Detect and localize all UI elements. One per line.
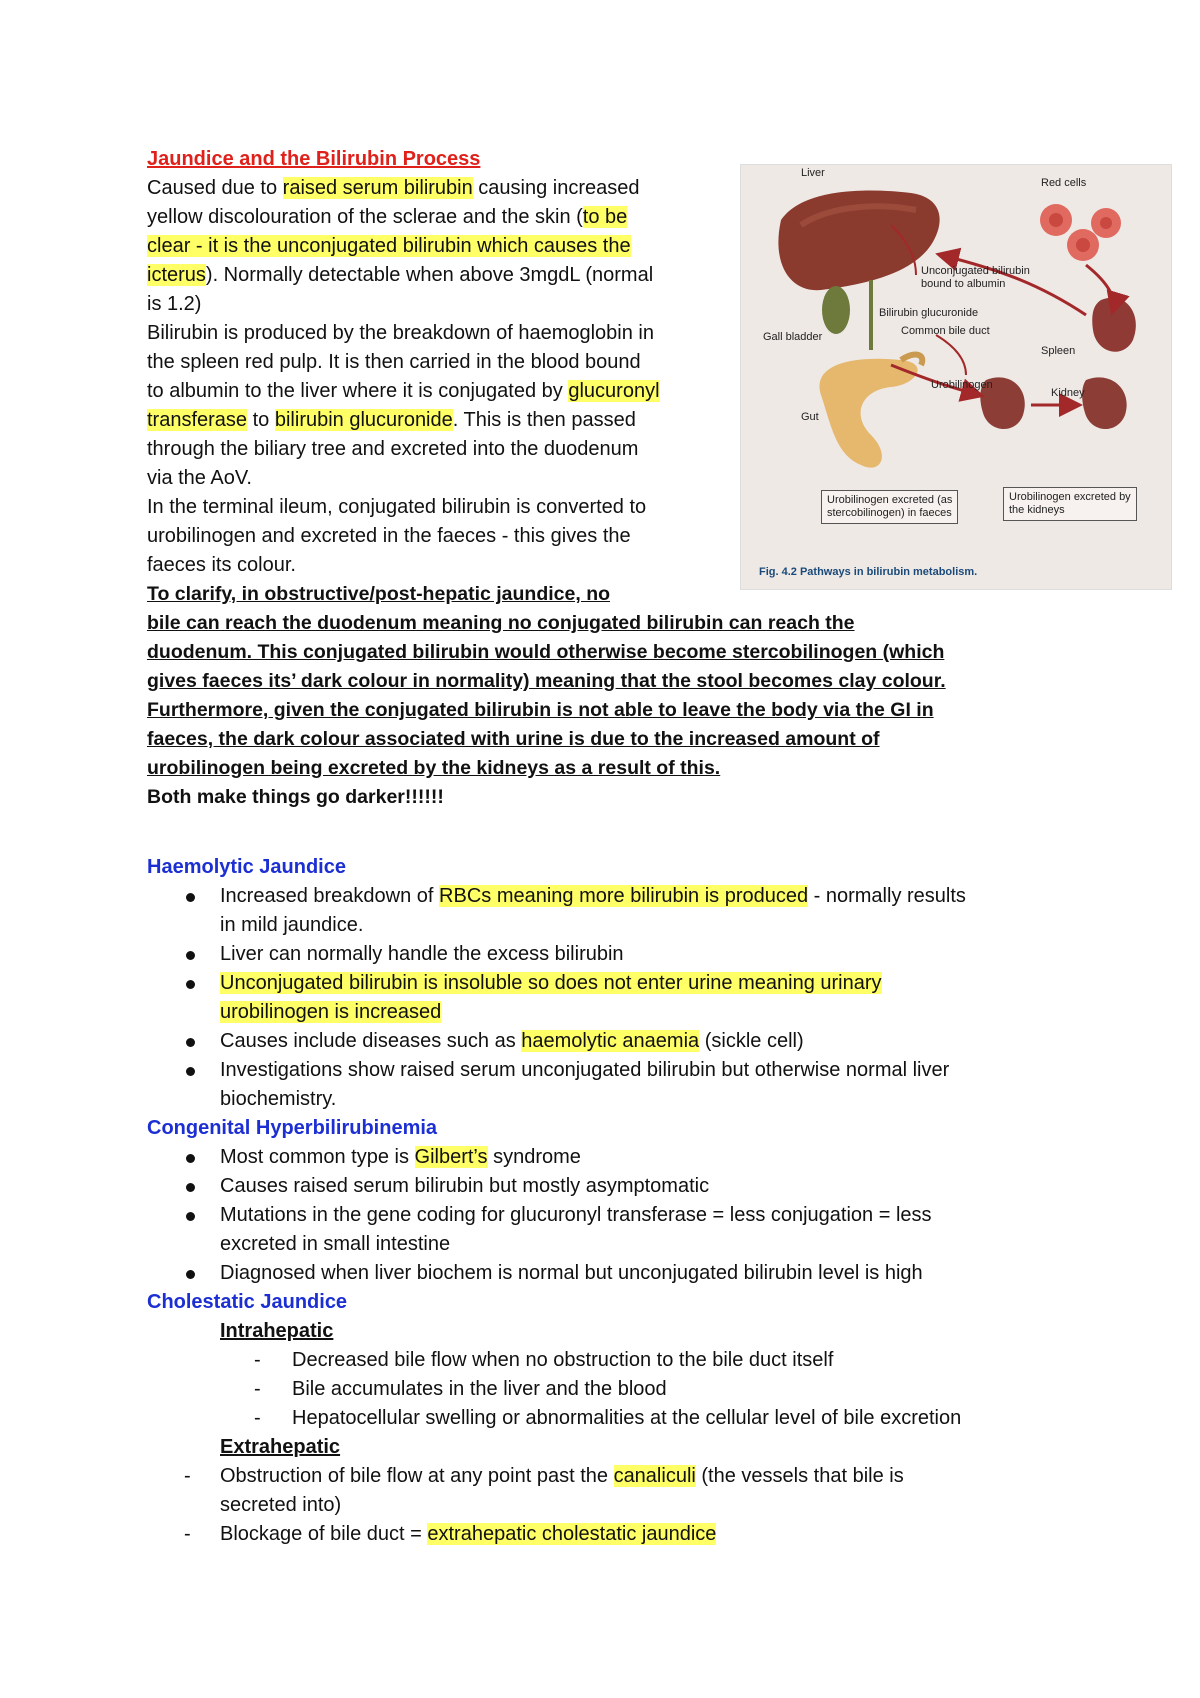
text: causing increased (472, 177, 640, 199)
bullet-text: Investigations show raised serum unconjugated bilirubin but otherwise normal liver (220, 1059, 950, 1081)
gall-bladder-label: Gall bladder (763, 331, 823, 343)
bullet-icon (186, 951, 195, 960)
bullet-icon (186, 1038, 195, 1047)
faeces-box-text: Urobilinogen excreted (as (827, 494, 953, 506)
text: Increased breakdown of (220, 885, 440, 907)
bullet-text: biochemistry. (220, 1088, 337, 1110)
bullet-text: Diagnosed when liver biochem is normal but unconjugated bilirubin level is high (220, 1262, 923, 1284)
bullet-text: in mild jaundice. (220, 914, 364, 936)
faeces-box-text: stercobilinogen) in faeces (827, 507, 952, 519)
section-heading: Congenital Hyperbilirubinemia (147, 1117, 438, 1139)
bullet-icon (186, 1212, 195, 1221)
section-title (147, 145, 480, 174)
clarify-line: faeces, the dark colour associated with urine is due to the increased amount of (147, 728, 880, 750)
text: Causes include diseases such as (220, 1030, 522, 1052)
highlight: RBCs meaning more bilirubin is produced (439, 885, 809, 907)
text-line: is 1.2) (147, 293, 202, 315)
text-line: via the AoV. (147, 467, 252, 489)
pathway-illustration (741, 165, 1171, 589)
highlight: transferase (147, 409, 248, 431)
bullet-text: Mutations in the gene coding for glucuronyl transferase = less conjugation = less (220, 1204, 932, 1226)
highlight: Gilbert’s (414, 1146, 488, 1168)
dash-text: Bile accumulates in the liver and the blood (292, 1378, 667, 1400)
dash-text (220, 1520, 716, 1549)
dash-text: Hepatocellular swelling or abnormalities at the cellular level of bile excretion (292, 1407, 962, 1429)
gallbladder-shape (822, 286, 850, 334)
highlight: urobilinogen is increased (220, 1001, 442, 1023)
highlight: extrahepatic cholestatic jaundice (427, 1523, 717, 1545)
dash-text: secreted into) (220, 1494, 342, 1516)
title-text: Jaundice and the Bilirubin Process (147, 148, 481, 170)
text: (the vessels that bile is (695, 1465, 904, 1487)
text: Most common type is (220, 1146, 415, 1168)
red-cells-label: Red cells (1041, 177, 1087, 189)
bullet-icon (186, 1154, 195, 1163)
bullet-icon (186, 893, 195, 902)
bilirubin-glucuronide-label: Bilirubin glucuronide (879, 307, 979, 319)
text-line: faeces its colour. (147, 554, 296, 576)
dash-marker: - (254, 1407, 261, 1429)
text: ). Normally detectable when above 3mgdL (normal (205, 264, 654, 286)
gut-label: Gut (801, 411, 819, 423)
bilirubin-pathway-figure (740, 164, 1172, 590)
highlight: canaliculi (613, 1465, 696, 1487)
text: yellow discolouration of the sclerae and the skin ( (147, 206, 583, 228)
dash-marker: - (184, 1465, 191, 1487)
bullet-text: excreted in small intestine (220, 1233, 451, 1255)
gut-shape (819, 359, 917, 468)
highlight: glucuronyl (568, 380, 660, 402)
common-bile-duct-label: Common bile duct (901, 325, 990, 337)
figure-caption: Fig. 4.2 Pathways in bilirubin metabolism. (759, 566, 978, 578)
highlight: raised serum bilirubin (282, 177, 473, 199)
unconjugated-label: Unconjugated bilirubin (921, 265, 1030, 277)
bullet-icon (186, 1270, 195, 1279)
dash-marker: - (184, 1523, 191, 1545)
text: (sickle cell) (699, 1030, 804, 1052)
text-line (147, 261, 653, 290)
kidney-shape (1082, 377, 1127, 429)
kidney-box-text: the kidneys (1009, 504, 1065, 516)
bullet-text (220, 1143, 581, 1172)
albumin-label: bound to albumin (921, 278, 1006, 290)
highlight: bilirubin glucuronide (274, 409, 453, 431)
liver-label: Liver (801, 167, 825, 179)
bullet-text (220, 998, 441, 1027)
clarify-line: bile can reach the duodenum meaning no conjugated bilirubin can reach the (147, 612, 855, 634)
subheading-intrahepatic: Intrahepatic (220, 1320, 334, 1342)
text: to albumin to the liver where it is conjugated by (147, 380, 569, 402)
bullet-text: Causes raised serum bilirubin but mostly asymptomatic (220, 1175, 710, 1197)
text-line (147, 406, 636, 435)
text: Obstruction of bile flow at any point past the (220, 1465, 614, 1487)
kidney-box (1003, 487, 1137, 521)
faeces-box (821, 490, 958, 524)
bullet-text (220, 882, 966, 911)
text-line: urobilinogen and excreted in the faeces - this gives the (147, 525, 631, 547)
bullet-text (220, 1027, 804, 1056)
section-heading: Haemolytic Jaundice (147, 856, 346, 878)
text: Blockage of bile duct = (220, 1523, 428, 1545)
dash-text (220, 1462, 904, 1491)
bullet-icon (186, 1067, 195, 1076)
kidney-label: Kidney (1051, 387, 1085, 399)
text-line: the spleen red pulp. It is then carried in the blood bound (147, 351, 641, 373)
spleen-label: Spleen (1041, 345, 1076, 357)
dash-text: Decreased bile flow when no obstruction to the bile duct itself (292, 1349, 834, 1371)
text: - normally results (808, 885, 966, 907)
text: to (247, 409, 275, 431)
text-line (147, 203, 627, 232)
highlight: haemolytic anaemia (521, 1030, 700, 1052)
urobilinogen-label: Urobilinogen (931, 379, 993, 391)
clarify-line: gives faeces its’ dark colour in normality) meaning that the stool becomes clay colour. (147, 670, 946, 692)
text-line: In the terminal ileum, conjugated bilirubin is converted to (147, 496, 647, 518)
bullet-text (220, 969, 882, 998)
highlight: clear - it is the unconjugated bilirubin which causes the (147, 235, 631, 257)
clarify-line: To clarify, in obstructive/post-hepatic jaundice, no (147, 583, 611, 605)
text: Caused due to (147, 177, 283, 199)
clarify-line: urobilinogen being excreted by the kidneys as a result of this. (147, 757, 721, 779)
highlight: icterus (147, 264, 206, 286)
clarify-line: Both make things go darker!!!!!! (147, 786, 444, 808)
bullet-icon (186, 1183, 195, 1192)
dash-marker: - (254, 1349, 261, 1371)
text-line (147, 174, 640, 203)
highlight: Unconjugated bilirubin is insoluble so does not enter urine meaning urinary (220, 972, 882, 994)
subheading-extrahepatic: Extrahepatic (220, 1436, 341, 1458)
dash-marker: - (254, 1378, 261, 1400)
text: . This is then passed (452, 409, 636, 431)
kidney-box-text: Urobilinogen excreted by (1009, 491, 1131, 503)
text-line: Bilirubin is produced by the breakdown of haemoglobin in (147, 322, 654, 344)
bullet-text: Liver can normally handle the excess bilirubin (220, 943, 624, 965)
clarify-line: Furthermore, given the conjugated bilirubin is not able to leave the body via the GI in (147, 699, 934, 721)
highlight: to be (582, 206, 628, 228)
text-line (147, 377, 660, 406)
text: syndrome (487, 1146, 581, 1168)
section-heading: Cholestatic Jaundice (147, 1291, 348, 1313)
text-line (147, 232, 631, 261)
text-line: through the biliary tree and excreted into the duodenum (147, 438, 639, 460)
bullet-icon (186, 980, 195, 989)
clarify-line: duodenum. This conjugated bilirubin would otherwise become stercobilinogen (which (147, 641, 945, 663)
